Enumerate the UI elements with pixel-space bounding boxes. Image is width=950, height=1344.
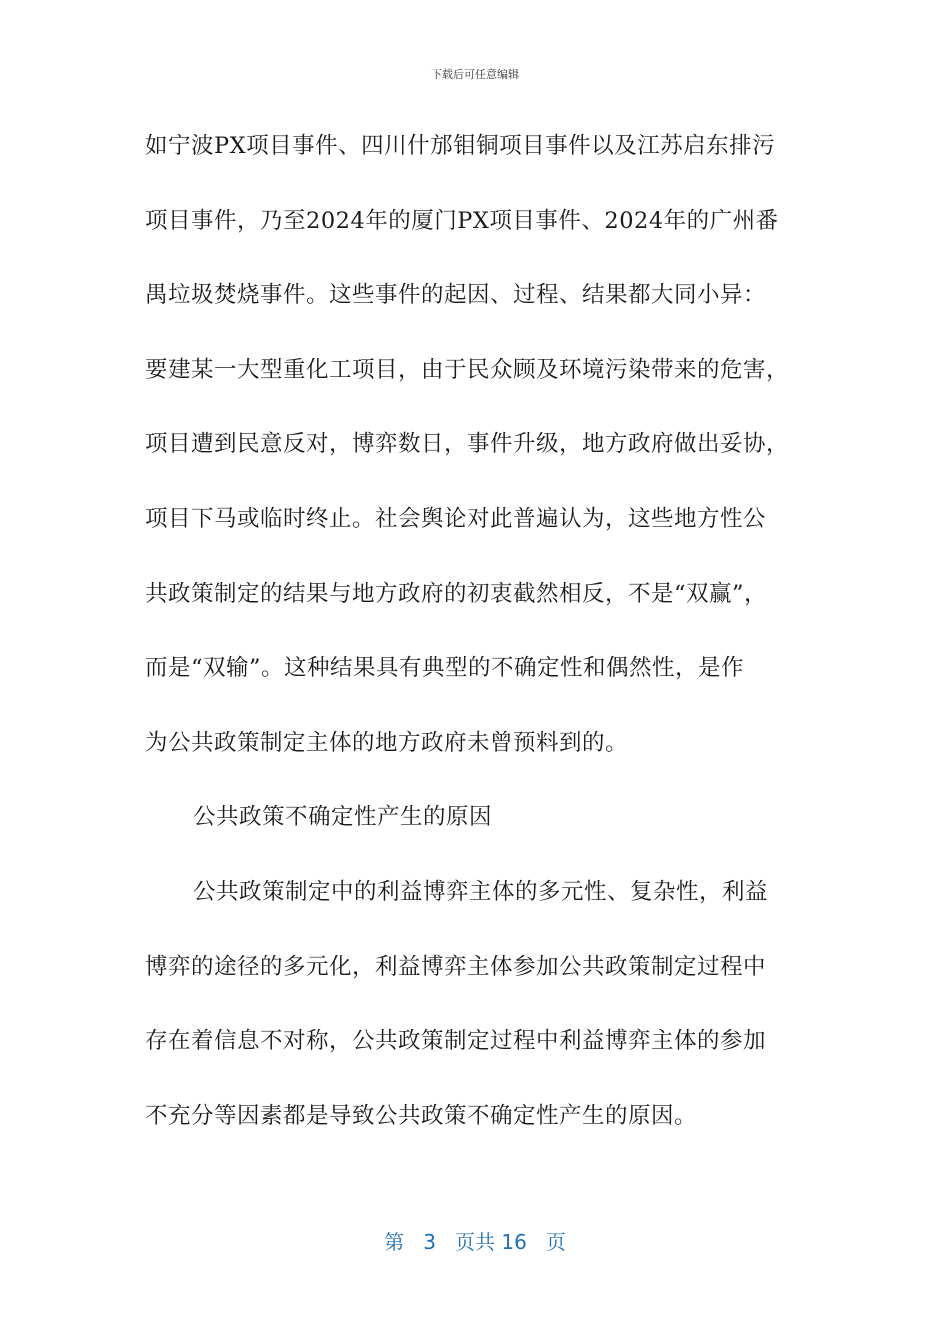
page-number-footer (0, 1226, 950, 1255)
paragraph-line: 共政策制定的结果与地方政府的初衷截然相反，不是“双赢”， (145, 580, 768, 607)
paragraph-line: 项目事件，乃至2024年的厦门PX项目事件、2024年的广州番 (145, 207, 779, 234)
paragraph-line: 要建某一大型重化工项目，由于民众顾及环境污染带来的危害， (145, 356, 790, 383)
paragraph-line: 如宁波PX项目事件、四川什邡钼铜项目事件以及江苏启东排污 (145, 133, 776, 159)
paragraph-line: 而是“双输”。这种结果具有典型的不确定性和偶然性，是作 (145, 655, 745, 682)
paragraph-line: 禺垃圾焚烧事件。这些事件的起因、过程、结果都大同小异： (145, 282, 767, 309)
section-heading: 公共政策不确定性产生的原因 (193, 804, 493, 831)
paragraph-line: 项目下马或临时终止。社会舆论对此普遍认为，这些地方性公 (145, 505, 767, 532)
document-body (145, 126, 810, 1170)
paragraph-line: 不充分等因素都是导致公共政策不确定性产生的原因。 (145, 1102, 698, 1129)
paragraph-line: 项目遭到民意反对，博弈数日，事件升级，地方政府做出妥协， (145, 431, 790, 458)
footer-label-page: 第 (384, 1230, 405, 1254)
paragraph-line: 存在着信息不对称，公共政策制定过程中利益博弈主体的参加 (145, 1028, 767, 1055)
paragraph-line: 公共政策制定中的利益博弈主体的多元性、复杂性，利益 (193, 878, 769, 905)
paragraph-line: 为公共政策制定主体的地方政府未曾预料到的。 (145, 729, 629, 756)
paragraph-line: 博弈的途径的多元化，利益博弈主体参加公共政策制定过程中 (145, 953, 767, 980)
footer-current-page: 3 (423, 1230, 436, 1254)
page-header-note: 下载后可任意编辑 (431, 68, 519, 81)
footer-label-end: 页 (545, 1230, 566, 1254)
footer-label-of: 页共 (455, 1230, 495, 1254)
footer-total-pages: 16 (501, 1230, 527, 1254)
